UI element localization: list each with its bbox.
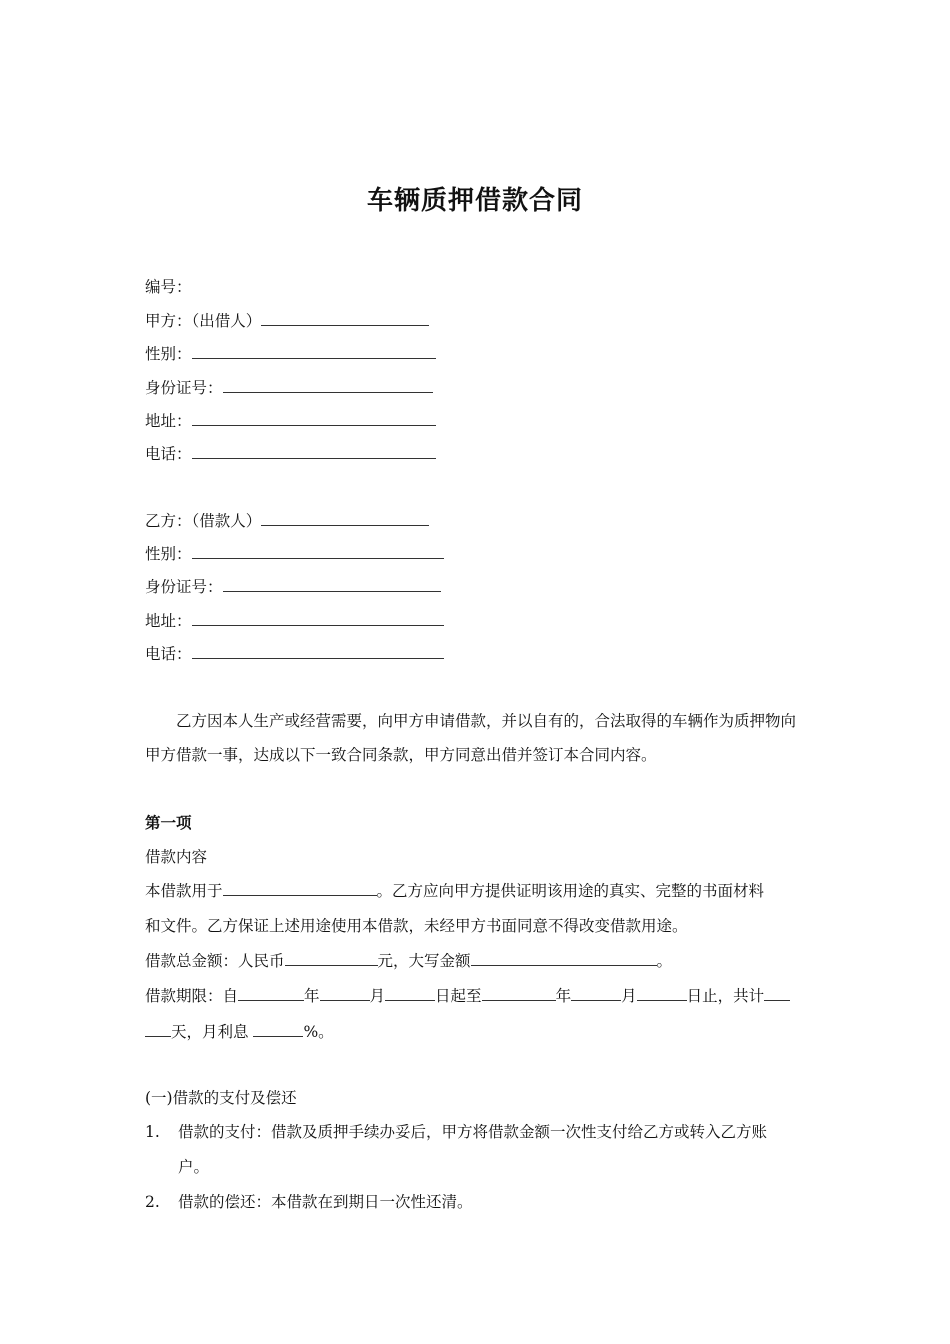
- total-days-blank-cont[interactable]: [145, 1020, 171, 1037]
- start-month-blank[interactable]: [320, 984, 370, 1001]
- amount-number-blank[interactable]: [285, 949, 378, 966]
- amount-words-blank[interactable]: [471, 949, 657, 966]
- party-b-id-blank[interactable]: [223, 575, 441, 592]
- party-b-id-line: [145, 575, 441, 598]
- party-b-gender-blank[interactable]: [192, 542, 444, 559]
- party-a-role-label: 甲方：（出借人）: [145, 312, 262, 330]
- party-a-address-blank[interactable]: [192, 409, 436, 426]
- month-label-2: 月: [621, 987, 637, 1005]
- party-a-gender-line: [145, 342, 436, 365]
- party-b-phone-blank[interactable]: [192, 642, 444, 659]
- end-year-blank[interactable]: [482, 984, 556, 1001]
- purpose-line: [145, 879, 764, 902]
- party-a-gender-label: 性别：: [145, 345, 192, 363]
- day-to-label: 日止，共计: [686, 987, 765, 1005]
- amount-line: [145, 949, 672, 972]
- party-b-address-line: [145, 609, 444, 632]
- party-b-id-label: 身份证号：: [145, 578, 223, 596]
- total-days-blank[interactable]: [764, 984, 790, 1001]
- payment-item-2-number: 2.: [145, 1193, 160, 1211]
- contract-number: [145, 276, 192, 298]
- amount-suffix: 。: [656, 952, 673, 970]
- party-a-role-line: [145, 309, 429, 332]
- year-label: 年: [304, 987, 320, 1005]
- party-a-phone-blank[interactable]: [192, 442, 436, 459]
- purpose-prefix: 本借款用于: [145, 882, 223, 900]
- payment-item-1-cont: 户。: [178, 1158, 210, 1176]
- party-b-role-label: 乙方：（借款人）: [145, 512, 262, 530]
- party-b-phone-line: [145, 642, 444, 665]
- party-b-address-label: 地址：: [145, 612, 192, 630]
- end-month-blank[interactable]: [571, 984, 621, 1001]
- party-a-id-label: 身份证号：: [145, 379, 223, 397]
- party-b-gender-label: 性别：: [145, 545, 192, 563]
- party-b-phone-label: 电话：: [145, 645, 192, 663]
- day-from-label: 日起至: [435, 987, 482, 1005]
- payment-item-1-text: 借款的支付：借款及质押手续办妥后，甲方将借款金额一次性支付给乙方或转入乙方账: [178, 1123, 768, 1141]
- amount-prefix: 借款总金额：人民币: [145, 952, 285, 970]
- party-a-gender-blank[interactable]: [192, 342, 436, 359]
- start-day-blank[interactable]: [385, 984, 435, 1001]
- party-a-address-label: 地址：: [145, 412, 192, 430]
- month-label: 月: [369, 987, 386, 1005]
- payment-item-1-number: 1.: [145, 1123, 160, 1141]
- party-b-role-line: [145, 509, 429, 532]
- party-a-address-line: [145, 409, 436, 432]
- amount-mid: 元，大写金额: [377, 952, 471, 970]
- end-day-blank[interactable]: [637, 984, 687, 1001]
- payment-heading: (一)借款的支付及偿还: [145, 1089, 297, 1107]
- year-label-2: 年: [555, 987, 572, 1005]
- preamble-paragraph: 乙方因本人生产或经营需要，向甲方申请借款，并以自有的，合法取得的车辆作为质押物向甲方借款一事，达成以下一致合同条款，甲方同意出借并签订本合同内容。: [145, 712, 797, 764]
- party-a-id-line: [145, 376, 433, 399]
- days-label: 天，月利息: [171, 1023, 249, 1041]
- party-b-name-blank[interactable]: [261, 509, 429, 526]
- party-a-phone-label: 电话：: [145, 445, 192, 463]
- section1-subheading: 借款内容: [145, 848, 208, 866]
- start-year-blank[interactable]: [238, 984, 304, 1001]
- payment-item-1: [145, 1121, 767, 1143]
- payment-item-2-text: 借款的偿还：本借款在到期日一次性还清。: [178, 1193, 473, 1211]
- percent-label: %。: [303, 1023, 334, 1041]
- purpose-suffix: 。乙方应向甲方提供证明该用途的真实、完整的书面材料: [376, 882, 765, 900]
- contract-number-label: 编号：: [145, 278, 192, 296]
- purpose-blank[interactable]: [223, 879, 377, 896]
- term-prefix: 借款期限：自: [145, 987, 239, 1005]
- interest-blank[interactable]: [253, 1020, 303, 1037]
- payment-item-2: [145, 1191, 473, 1213]
- document-title: 车辆质押借款合同: [366, 186, 583, 216]
- party-b-gender-line: [145, 542, 444, 565]
- purpose-line-2: 和文件。乙方保证上述用途使用本借款，未经甲方书面同意不得改变借款用途。: [145, 917, 688, 935]
- party-a-id-blank[interactable]: [223, 376, 433, 393]
- party-b-address-blank[interactable]: [192, 609, 444, 626]
- term-line: [145, 984, 790, 1007]
- section1-heading: 第一项: [145, 814, 192, 832]
- party-a-phone-line: [145, 442, 436, 465]
- party-a-name-blank[interactable]: [261, 309, 429, 326]
- term-line-2: [145, 1020, 334, 1043]
